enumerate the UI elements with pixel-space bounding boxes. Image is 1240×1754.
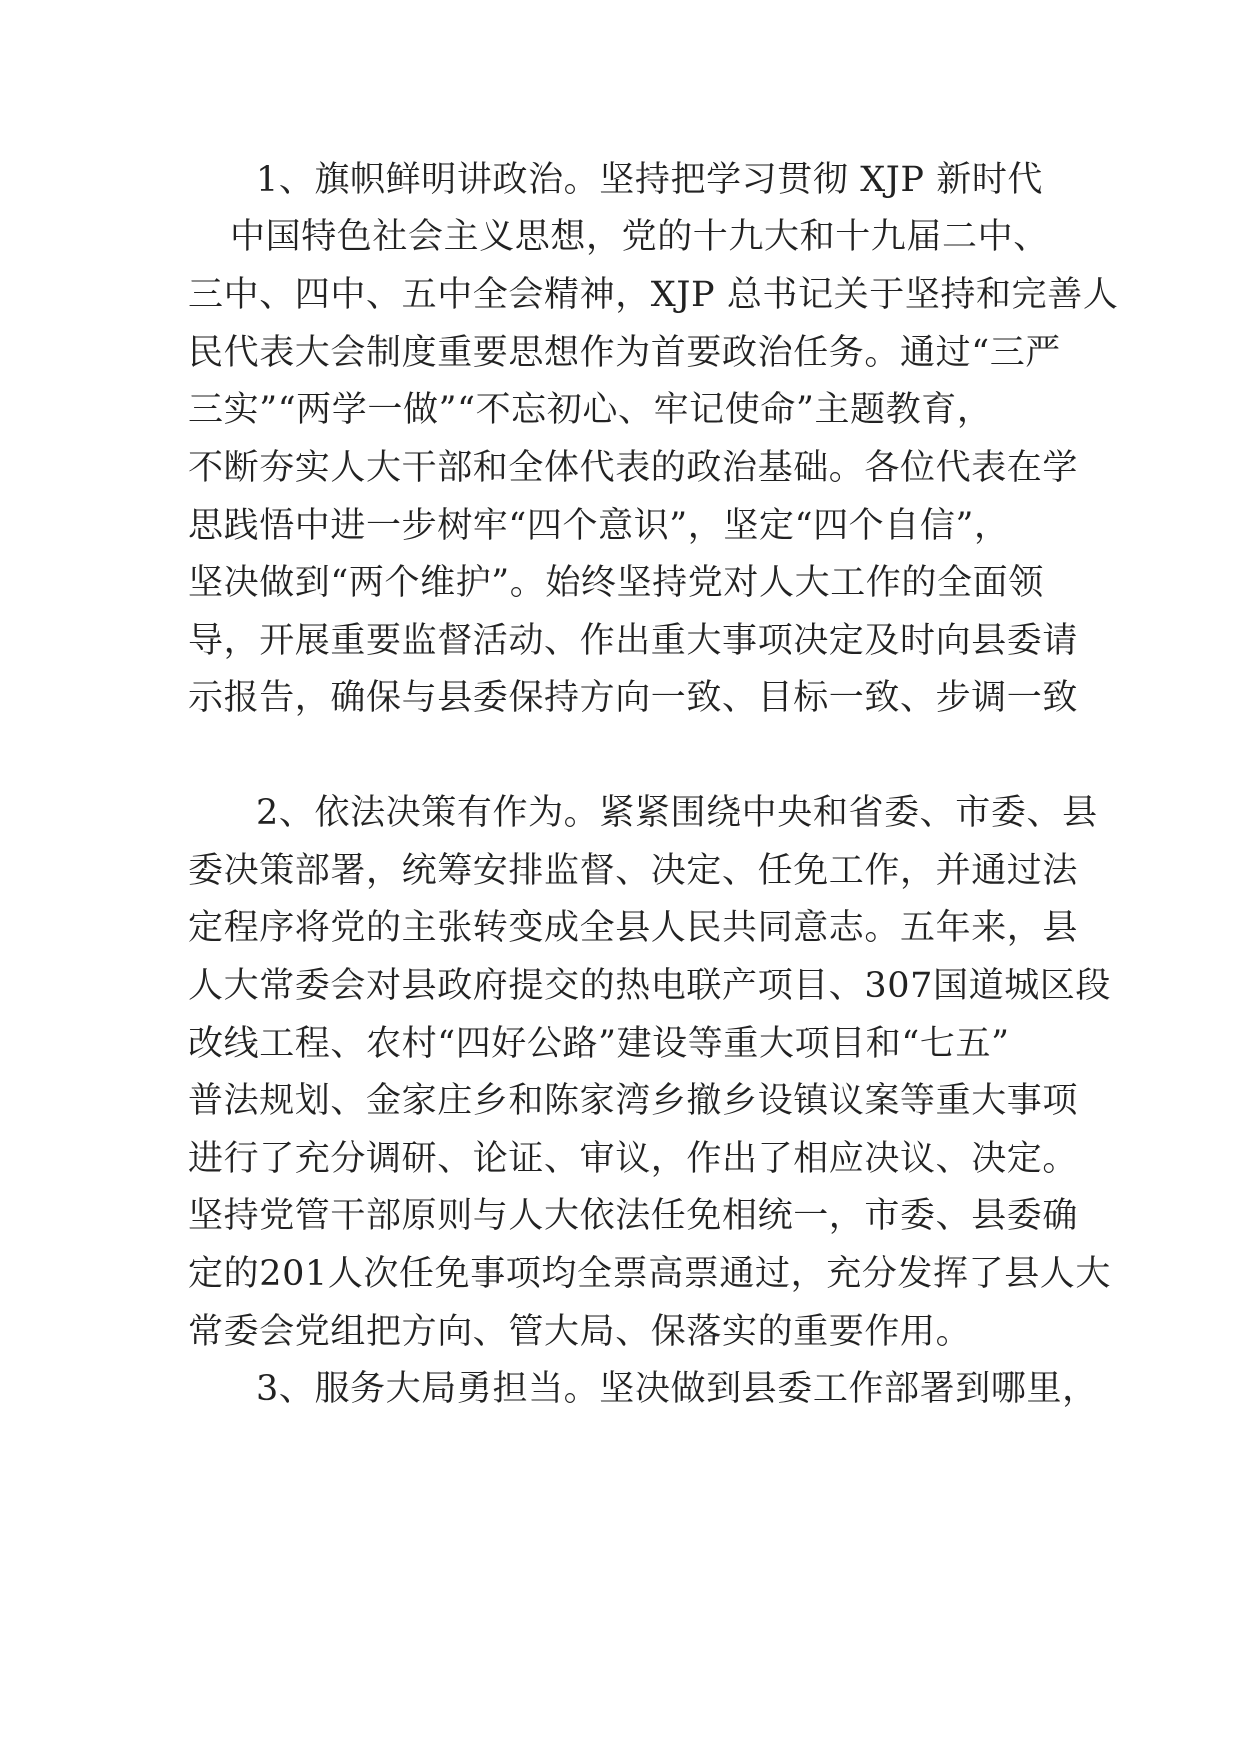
paragraph-3-heading-line: 3、服务大局勇担当。坚决做到县委工作部署到哪里， [256,1369,1098,1409]
paragraph-2-line: 定程序将党的主张转变成全县人民共同意志。五年来，县 [188,908,1079,948]
paragraph-1-line: 民代表大会制度重要思想作为首要政治任务。通过“三严 [188,333,1061,373]
paragraph-2-line: 改线工程、农村“四好公路”建设等重大项目和“七五” [188,1024,1010,1064]
paragraph-1-line: 三实”“两学一做”“不忘初心、牢记使命”主题教育， [188,390,993,430]
paragraph-1-line: 三中、四中、五中全会精神，XJP 总书记关于坚持和完善人 [188,275,1119,315]
paragraph-1-heading-line: 1、旗帜鲜明讲政治。坚持把学习贯彻 XJP 新时代 [256,160,1044,200]
paragraph-2-line: 委决策部署，统筹安排监督、决定、任免工作，并通过法 [188,851,1079,891]
paragraph-2-line: 定的201人次任免事项均全票高票通过，充分发挥了县人大 [188,1254,1112,1294]
paragraph-2-line: 坚持党管干部原则与人大依法任免相统一，市委、县委确 [188,1196,1079,1236]
paragraph-2-line: 普法规划、金家庄乡和陈家湾乡撤乡设镇议案等重大事项 [188,1081,1079,1121]
paragraph-2-line: 进行了充分调研、论证、审议，作出了相应决议、决定。 [188,1139,1079,1179]
paragraph-2-heading-line: 2、依法决策有作为。紧紧围绕中央和省委、市委、县 [256,793,1098,833]
paragraph-1-line: 中国特色社会主义思想，党的十九大和十九届二中、 [230,217,1049,257]
paragraph-1-line: 思践悟中进一步树牢“四个意识”，坚定“四个自信”， [188,506,1010,546]
paragraph-1-line: 坚决做到“两个维护”。始终坚持党对人大工作的全面领 [188,563,1044,603]
paragraph-2-line: 常委会党组把方向、管大局、保落实的重要作用。 [188,1312,972,1352]
paragraph-1-line: 导，开展重要监督活动、作出重大事项决定及时向县委请 [188,621,1079,661]
paragraph-1-line: 示报告，确保与县委保持方向一致、目标一致、步调一致 [188,678,1079,718]
paragraph-1-line: 不断夯实人大干部和全体代表的政治基础。各位代表在学 [188,448,1079,488]
paragraph-2-line: 人大常委会对县政府提交的热电联产项目、307国道城区段 [188,966,1112,1006]
